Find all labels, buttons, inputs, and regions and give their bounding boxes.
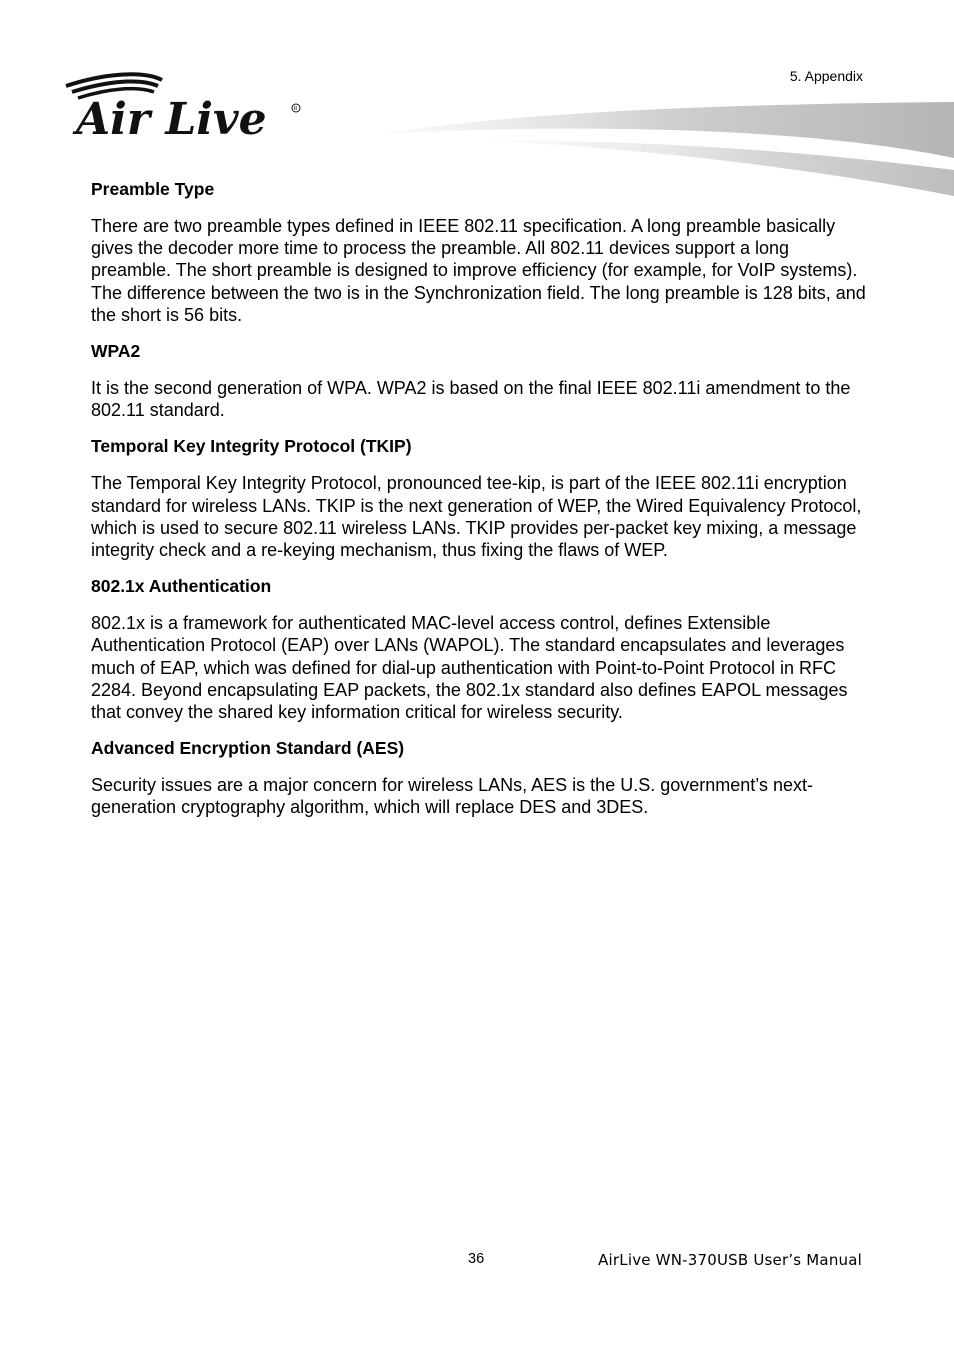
section-heading: Temporal Key Integrity Protocol (TKIP) <box>91 436 412 457</box>
section-preamble-type <box>91 178 866 326</box>
section-heading: Advanced Encryption Standard (AES) <box>91 738 405 759</box>
section-body: 802.1x is a framework for authenticated MAC-level access control, defines Extensible Authentication Protocol (EAP) over LANs (WAPOL). The standard encapsulates and leverages much of EAP, which was defined for dial-up authentication with Point-to-Point Protocol in RFC 2284. Beyond encapsulating EAP packets, the 802.1x standard also defines EAPOL messages that convey the shared key information critical for wireless security. <box>91 613 848 723</box>
page-number: 36 <box>468 1251 485 1267</box>
section-body: It is the second generation of WPA. WPA2 is based on the final IEEE 802.11i amendment to the 802.11 standard. <box>91 378 851 421</box>
section-label: 5. Appendix <box>789 68 863 84</box>
section-8021x-authentication <box>91 575 866 723</box>
logo-text: Air Live <box>76 94 267 144</box>
section-body: Security issues are a major concern for wireless LANs, AES is the U.S. government’s next-generation cryptography algorithm, which will replace DES and 3DES. <box>91 775 813 818</box>
svg-text:R: R <box>294 106 298 112</box>
section-heading: WPA2 <box>91 341 141 362</box>
section-heading: 802.1x Authentication <box>91 576 272 597</box>
manual-title: AirLive WN-370USB User’s Manual <box>598 1251 862 1269</box>
page-header <box>0 0 954 200</box>
section-aes <box>91 737 866 818</box>
section-tkip <box>91 435 866 561</box>
section-heading: Preamble Type <box>91 179 215 199</box>
section-body: There are two preamble types defined in IEEE 802.11 specification. A long preamble basically gives the decoder more time to process the preamble. All 802.11 devices support a long preamble. The short preamble is designed to improve efficiency (for example, for VoIP systems). The difference between the two is in the Synchronization field. The long preamble is 128 bits, and the short is 56 bits. <box>91 216 866 325</box>
airlive-logo <box>62 72 307 144</box>
main-content <box>91 178 866 833</box>
section-wpa2 <box>91 340 866 421</box>
section-body: The Temporal Key Integrity Protocol, pronounced tee-kip, is part of the IEEE 802.11i encryption standard for wireless LANs. TKIP is the next generation of WEP, the Wired Equivalency Protocol, which is used to secure 802.11 wireless LANs. TKIP provides per-packet key mixing, a message integrity check and a re-keying mechanism, thus fixing the flaws of WEP. <box>91 473 862 561</box>
